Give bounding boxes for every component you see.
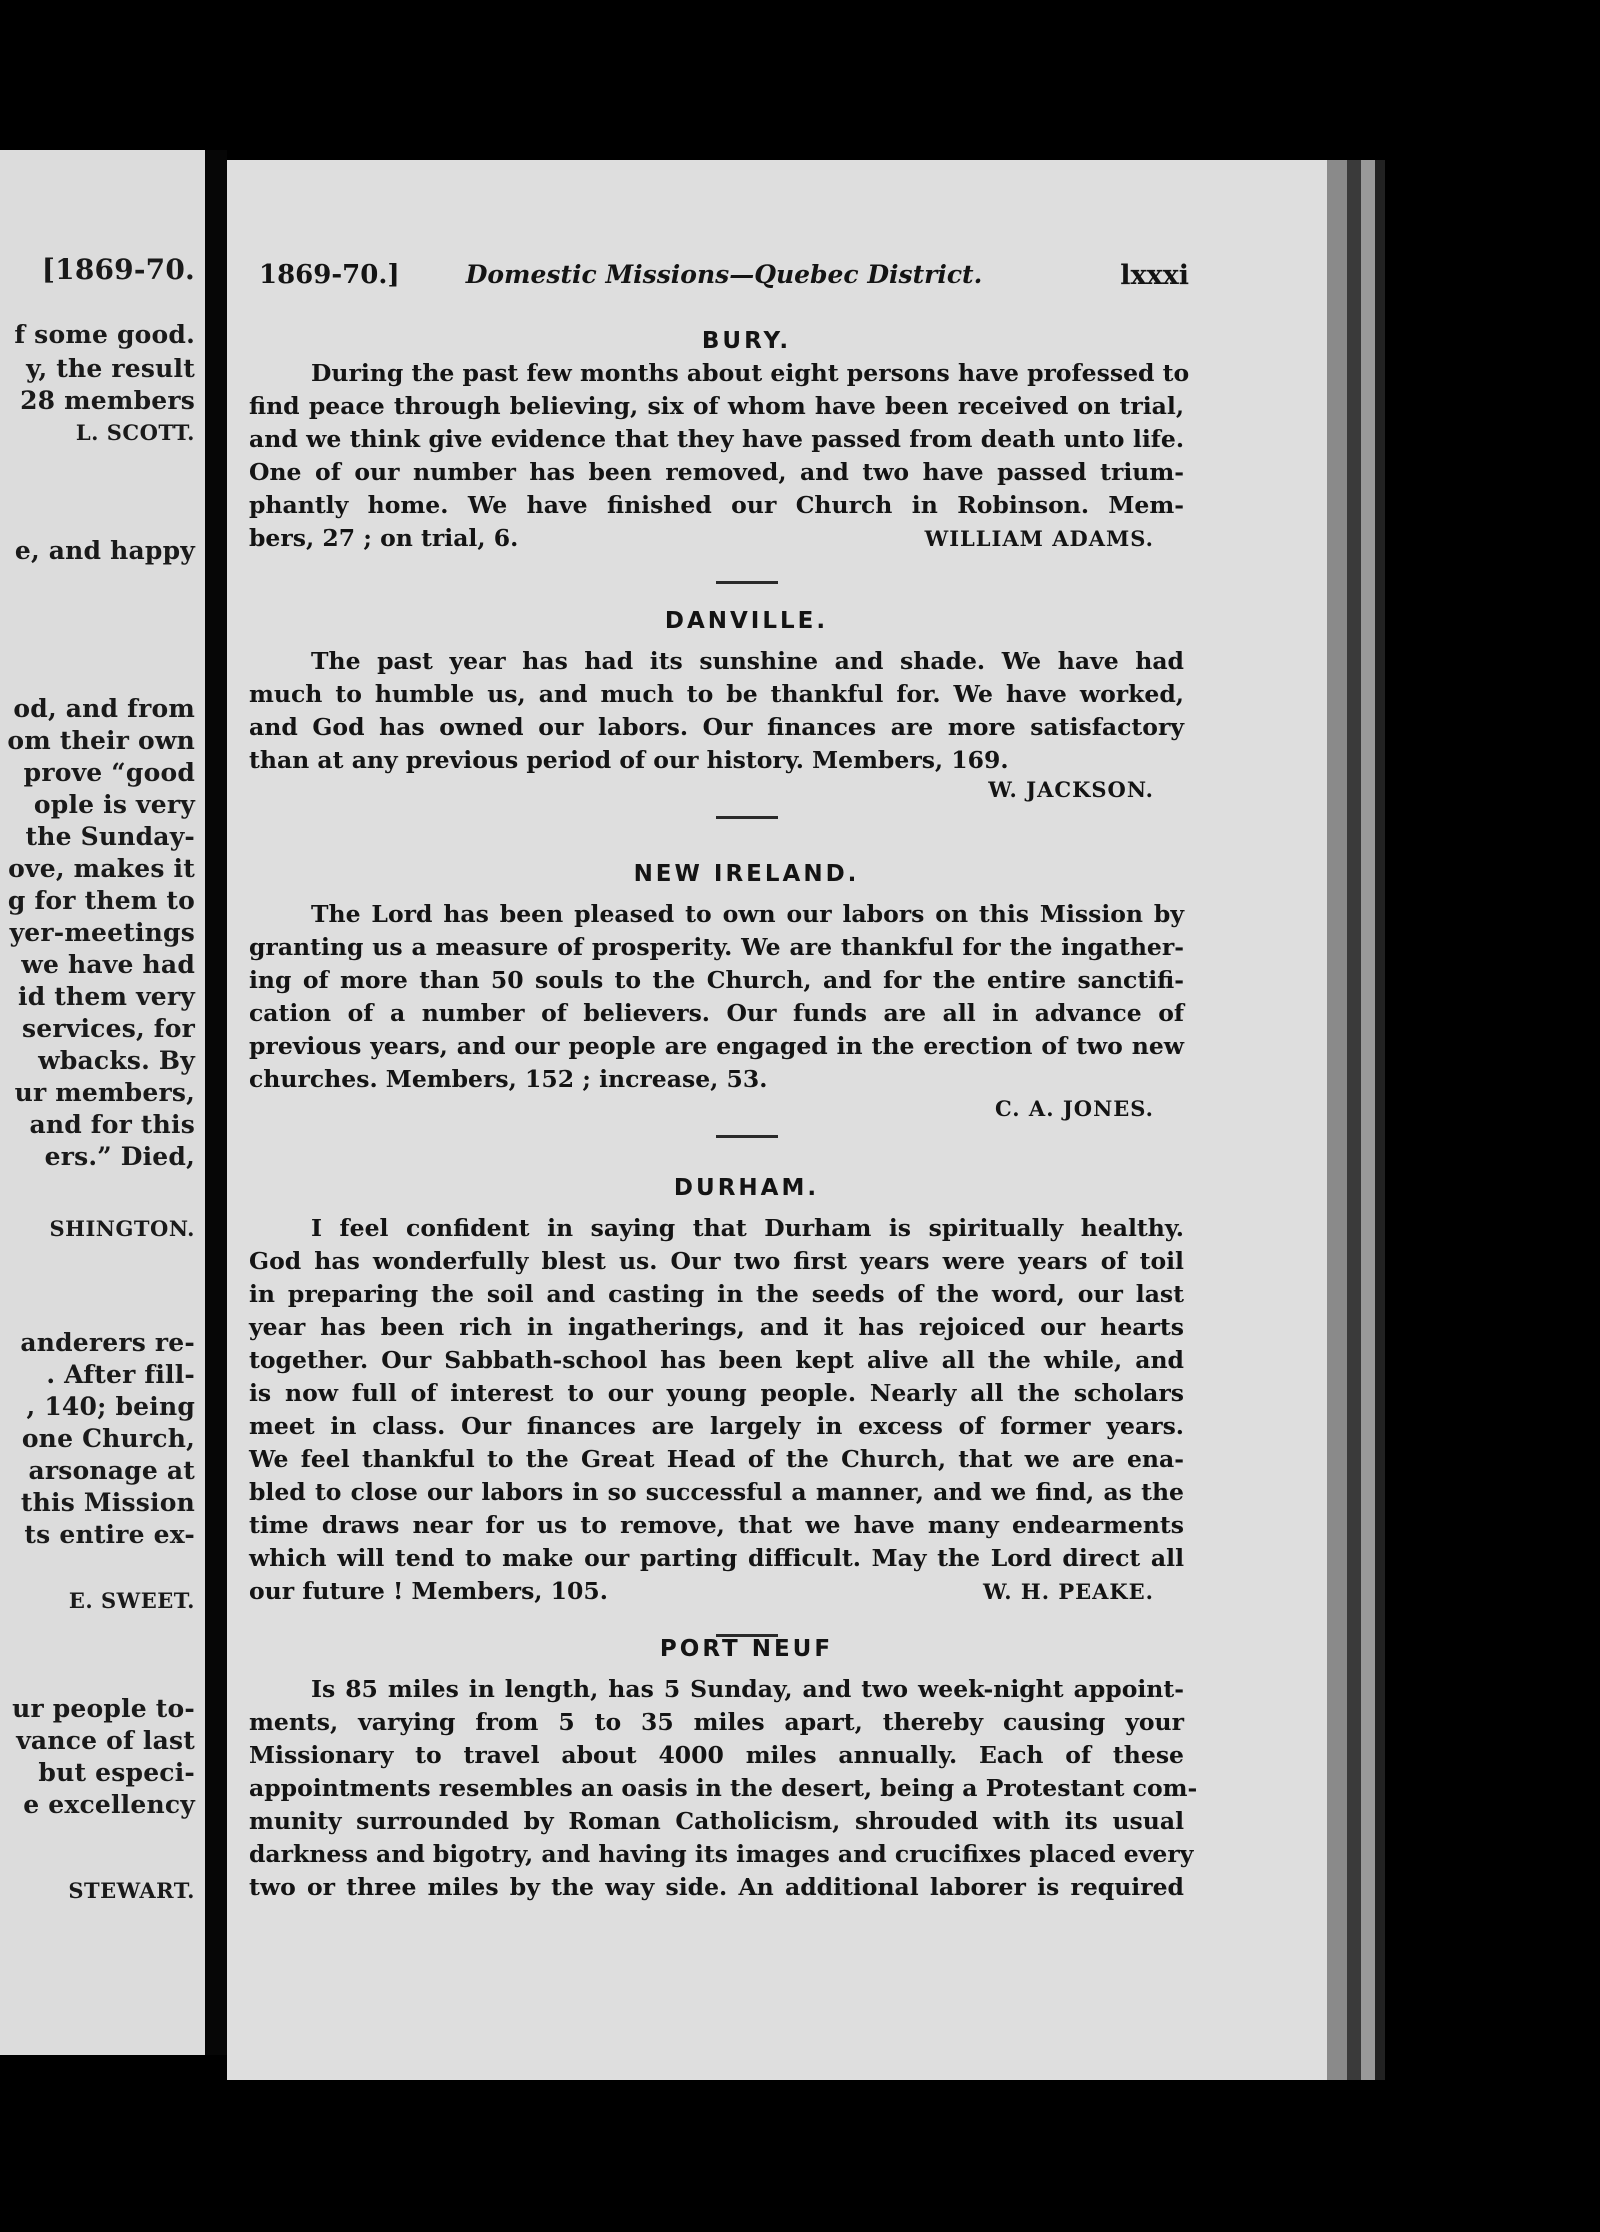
signature: W. JACKSON. (988, 777, 1154, 802)
text-line: granting us a measure of prosperity. We are thankful for the ingather- (249, 933, 1184, 961)
running-head-year: 1869-70.] (259, 260, 400, 290)
text-line: meet in class. Our finances are largely in excess of former years. (249, 1412, 1184, 1440)
left-page-signature: STEWART. (68, 1878, 195, 1903)
section-bury (249, 325, 1190, 584)
section-body (249, 645, 1184, 777)
text-line: and God has owned our labors. Our finances are more satisfactory (249, 713, 1184, 741)
text-line: During the past few months about eight persons have professed to (311, 359, 1190, 387)
text-line: is now full of interest to our young people. Nearly all the scholars (249, 1379, 1184, 1407)
left-page-line: wbacks. By (38, 1046, 195, 1075)
left-page-header: [1869-70. (41, 253, 195, 286)
text-line: previous years, and our people are engaged in the erection of two new (249, 1032, 1184, 1060)
book-gutter (205, 150, 227, 2055)
text-line-content: bers, 27 ; on trial, 6. (249, 524, 519, 552)
page-number: lxxxi (1120, 260, 1189, 291)
left-page-line: . After fill- (46, 1360, 195, 1389)
left-page-line: , 140; being (26, 1392, 195, 1421)
left-page-line: ts entire ex- (24, 1520, 195, 1549)
text-line: than at any previous period of our history. Members, 169. (249, 746, 1009, 774)
page-edge (1347, 160, 1361, 2080)
left-page-line: id them very (18, 982, 195, 1011)
left-page-line: e excellency (23, 1790, 195, 1819)
text-line: find peace through believing, six of whom have been received on trial, (249, 392, 1184, 420)
left-page-line: yer-meetings (9, 918, 195, 947)
text-line: which will tend to make our parting difficult. May the Lord direct all (249, 1544, 1184, 1572)
text-line: and we think give evidence that they have passed from death unto life. (249, 425, 1184, 453)
text-line (249, 522, 1184, 555)
text-line: time draws near for us to remove, that we have many endearments (249, 1511, 1184, 1539)
left-page-signature: SHINGTON. (49, 1216, 195, 1241)
left-page-line: the Sunday- (25, 822, 195, 851)
section-durham (249, 1172, 1184, 1637)
left-page-line: arsonage at (28, 1456, 195, 1485)
page-edge (1361, 160, 1375, 2080)
text-line: munity surrounded by Roman Catholicism, shrouded with its usual (249, 1807, 1184, 1835)
left-page-line: prove “good (23, 758, 195, 787)
left-page-signature: L. SCOTT. (75, 420, 195, 445)
page-edge (1375, 160, 1385, 2080)
left-page-line: 28 members (20, 386, 195, 415)
section-title: BURY. (701, 328, 792, 354)
section-danville (249, 605, 1184, 819)
text-line: Is 85 miles in length, has 5 Sunday, and two week-night appoint- (311, 1675, 1184, 1703)
running-head-title: Domestic Missions—Quebec District. (465, 260, 983, 289)
left-page-line: y, the result (26, 354, 195, 383)
section-body (249, 1673, 1198, 1904)
left-page-line: ur people to- (12, 1694, 195, 1723)
section-body (249, 357, 1190, 555)
page-edge (1327, 160, 1347, 2080)
running-head (259, 260, 1189, 300)
left-page-line: this Mission (20, 1488, 195, 1517)
text-line: cation of a number of believers. Our funds are all in advance of (249, 999, 1184, 1027)
left-page-line: we have had (21, 950, 195, 979)
text-line: ments, varying from 5 to 35 miles apart, thereby causing your (249, 1708, 1184, 1736)
section-divider (716, 581, 778, 584)
text-line-content: our future ! Members, 105. (249, 1577, 608, 1605)
section-divider (716, 816, 778, 819)
section-title: NEW IRELAND. (633, 861, 860, 887)
text-line: phantly home. We have finished our Church in Robinson. Mem- (249, 491, 1184, 519)
text-line: I feel confident in saying that Durham is spiritually healthy. (311, 1214, 1184, 1242)
left-page-signature: E. SWEET. (68, 1588, 195, 1613)
text-line: churches. Members, 152 ; increase, 53. (249, 1065, 768, 1093)
left-page-line: od, and from (13, 694, 195, 723)
left-page-line: ers.” Died, (44, 1142, 195, 1171)
section-port-neuf (249, 1633, 1198, 1904)
signature: W. H. PEAKE. (982, 1579, 1154, 1604)
signature: WILLIAM ADAMS. (924, 526, 1154, 551)
text-line: God has wonderfully blest us. Our two first years were years of toil (249, 1247, 1184, 1275)
left-page-line: and for this (29, 1110, 195, 1139)
section-title: DURHAM. (673, 1175, 820, 1201)
section-new-ireland (249, 858, 1184, 1138)
text-line: appointments resembles an oasis in the desert, being a Protestant com- (249, 1774, 1198, 1802)
text-line: The past year has had its sunshine and shade. We have had (311, 647, 1184, 675)
text-line: bled to close our labors in so successful a manner, and we find, as the (249, 1478, 1184, 1506)
text-line: year has been rich in ingatherings, and it has rejoiced our hearts (249, 1313, 1184, 1341)
left-page-line: vance of last (16, 1726, 195, 1755)
left-page-line: but especi- (38, 1758, 195, 1787)
left-page-line: anderers re- (20, 1328, 195, 1357)
text-line: The Lord has been pleased to own our labors on this Mission by (311, 900, 1184, 928)
left-page-line: f some good. (14, 320, 195, 349)
left-page-line: ur members, (14, 1078, 195, 1107)
left-page-line: e, and happy (14, 536, 195, 565)
left-page-line: one Church, (21, 1424, 195, 1453)
text-line: together. Our Sabbath-school has been kept alive all the while, and (249, 1346, 1184, 1374)
text-line: One of our number has been removed, and two have passed trium- (249, 458, 1184, 486)
section-divider (716, 1135, 778, 1138)
text-line: Missionary to travel about 4000 miles annually. Each of these (249, 1741, 1184, 1769)
signature: C. A. JONES. (994, 1096, 1154, 1121)
text-line (249, 1575, 1184, 1608)
text-line: much to humble us, and much to be thankful for. We have worked, (249, 680, 1184, 708)
text-line: darkness and bigotry, and having its images and crucifixes placed every (249, 1840, 1194, 1868)
section-title: DANVILLE. (664, 608, 829, 634)
text-line: two or three miles by the way side. An additional laborer is required (249, 1873, 1184, 1901)
main-page (227, 160, 1327, 2080)
text-line: ing of more than 50 souls to the Church, and for the entire sanctifi- (249, 966, 1184, 994)
section-body (249, 1212, 1184, 1608)
left-page-line: ople is very (33, 790, 195, 819)
left-page-line: g for them to (7, 886, 195, 915)
left-page-fragment (0, 150, 205, 2055)
left-page-line: ove, makes it (8, 854, 195, 883)
left-page-line: services, for (22, 1014, 195, 1043)
section-title: PORT NEUF (659, 1636, 834, 1662)
section-body (249, 898, 1184, 1096)
text-line: We feel thankful to the Great Head of the Church, that we are ena- (249, 1445, 1184, 1473)
left-page-line: om their own (7, 726, 195, 755)
text-line: in preparing the soil and casting in the seeds of the word, our last (249, 1280, 1184, 1308)
